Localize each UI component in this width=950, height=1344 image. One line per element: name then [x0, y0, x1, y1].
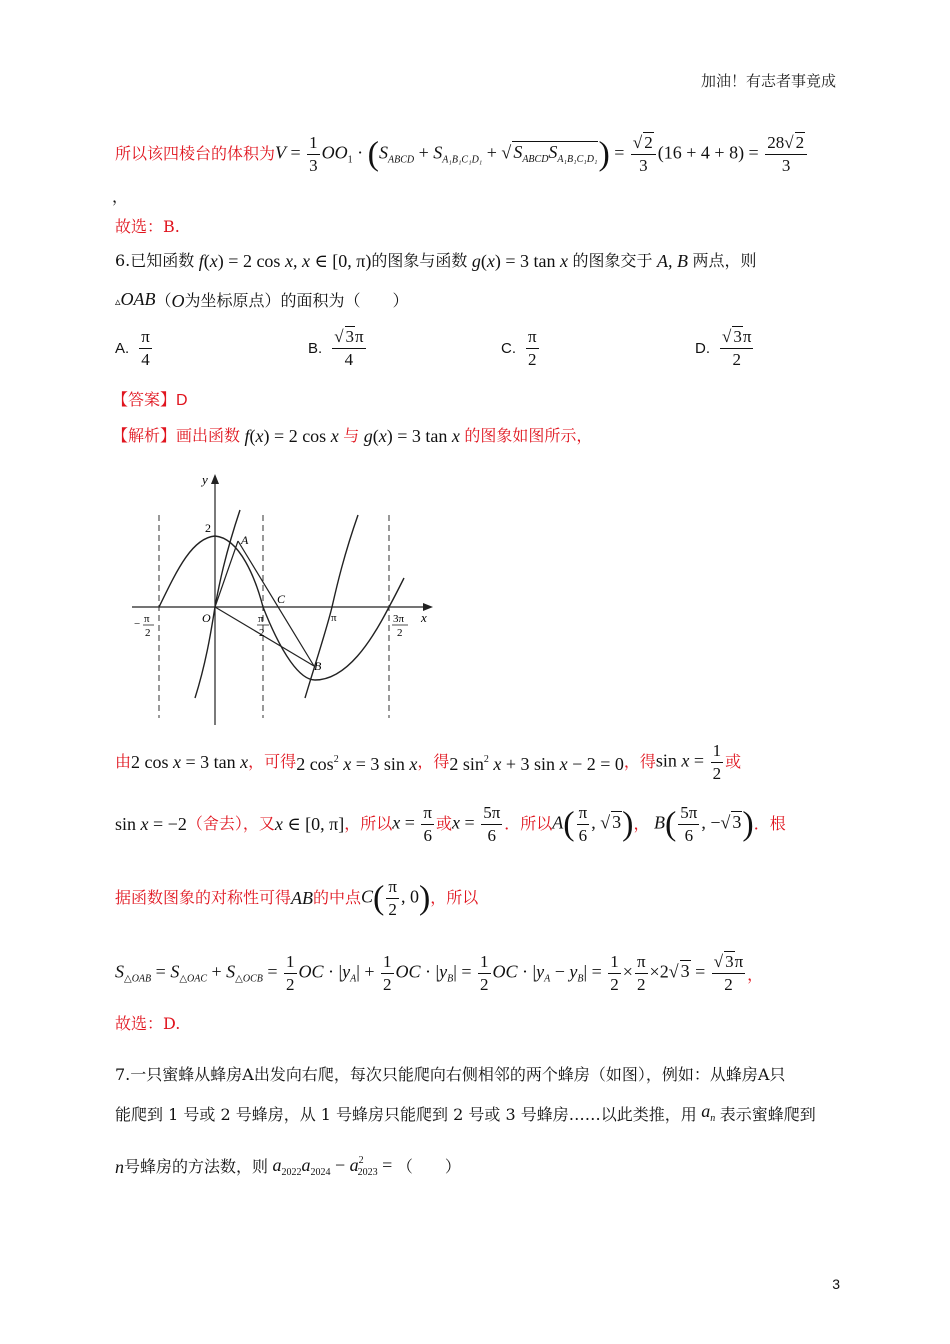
tick-pi: π: [331, 612, 337, 624]
eq-x-range: x ∈ [0, π]: [274, 814, 345, 834]
function-graph: [122, 470, 442, 732]
q6-points-ab: A, B: [652, 251, 693, 271]
point-a-coords: A( $\frac{\pi}{6}$ , √ 3): [552, 802, 634, 845]
q7-a-n: $a_n$: [701, 1101, 716, 1124]
tick-neg-half-pi-den: 2: [145, 627, 151, 639]
option-label: B.: [308, 340, 323, 357]
q6-step1: [115, 740, 741, 784]
step-text: （舍去），又: [186, 814, 275, 833]
q6-step2: [115, 798, 786, 850]
answer-value: D: [176, 392, 188, 409]
q7-line2: [115, 1100, 816, 1130]
area-equation: $S_{\triangle OAB} = S_{\triangle OAC} + S_{\triangle OCB}$ = $\frac{1}{2}$ OC · $|y_A|$ + $\frac{1}{2}$ OC · $|y_B|$ = $\frac{1}{2}$ OC · $|y_A - y_B|$ = $\frac{1}{2}$ × $\frac{\pi}{2}$ ×2√ 3 = $\frac{√ 3\pi}{2}$: [115, 951, 744, 994]
q6-analysis-line: [112, 425, 592, 447]
q5-choice: 故选：B.: [115, 217, 180, 236]
q6-stem-text: 的图象交于: [572, 251, 653, 270]
q7-line3: [115, 1150, 461, 1184]
q6-origin-o: O: [171, 290, 185, 311]
tick-half-pi-den: 2: [259, 627, 265, 639]
eq-quadratic: 2 $\sin^2 x + 3$ sin x − 2 = 0: [449, 754, 624, 774]
eq-x-pi6: x = $\frac{\pi}{6}$: [392, 802, 433, 845]
q7-text: 能爬到 1 号或 2 号蜂房，从 1 号蜂房只能爬到 2 号或 3 号蜂房……以此类推，用: [115, 1105, 697, 1124]
segment-ab-text: AB: [291, 888, 314, 908]
analysis-tag: 【解析】: [112, 426, 177, 445]
q6-stem-text: 的图象与函数: [371, 251, 468, 270]
q7-n: n: [115, 1157, 124, 1177]
q6-stem-text: 已知函数: [130, 251, 195, 270]
analysis-f: f(x) = 2 cos x: [244, 426, 339, 446]
tick-neg-half-pi-num: π: [144, 613, 150, 625]
option-b[interactable]: [308, 326, 368, 371]
eq-sin-half: sin x = $\frac{1}{2}$: [655, 740, 722, 783]
q7-number: 7.: [115, 1065, 131, 1084]
option-label: C.: [501, 340, 516, 357]
segment-oa: [215, 541, 238, 607]
page-number: 3: [832, 1276, 840, 1292]
q6-stem-text: 为坐标原点）的面积为（ ）: [184, 290, 409, 310]
point-c-coords: C( $\frac{\pi}{2}$ , 0): [361, 876, 431, 919]
q7-text: （ ）: [396, 1157, 461, 1176]
volume-comma: ，: [112, 187, 129, 206]
analysis-text: 与: [343, 426, 360, 445]
step-text: ，: [633, 814, 650, 833]
volume-intro: 所以该四棱台的体积为: [115, 144, 276, 163]
label-point-b: B: [314, 659, 322, 673]
option-a[interactable]: [115, 326, 154, 371]
point-b-coords: B( $\frac{5\pi}{6}$ , −√ 3): [653, 802, 754, 845]
option-label: D.: [695, 340, 710, 357]
volume-formula: V = $\frac{1}{3}$ $OO_1 \cdot (S_{ABCD} + S_{A_1B_1C_1D_1}$ + √ $S_{ABCD}S_{A_1B_1C_1D_1}$) = $\frac{√ 2}{3}$ (16 + 4 + 8) = $\frac{28√ 2}{3}$: [275, 132, 809, 177]
q6-area-formula: [115, 945, 763, 1001]
q7-text: 表示蜜蜂爬到: [719, 1105, 816, 1124]
step-text: 的中点: [313, 888, 362, 907]
option-value: $\frac{\pi}{2}$: [528, 327, 537, 369]
q6-stem-text: （: [155, 290, 172, 310]
y-axis-arrow: [211, 474, 219, 484]
q6-g-def: g(x) = 3 tan x: [471, 251, 568, 271]
step-text: ，可得: [248, 752, 297, 771]
analysis-g: g(x) = 3 tan x: [363, 426, 460, 446]
tick-three-half-pi-num: 3π: [393, 613, 405, 625]
label-origin: O: [202, 611, 211, 625]
page-header-motto: 加油！有志者事竟成: [700, 72, 836, 90]
option-value: $\frac{√ 3\pi}{4}$: [334, 327, 364, 369]
eq-x-5pi6: x = $\frac{5\pi}{6}$: [452, 802, 501, 845]
eq-cos-tan: 2 cos x = 3 tan x: [131, 752, 249, 772]
analysis-text: 的图象如图所示，: [464, 426, 593, 445]
tick-half-pi-num: π: [258, 613, 264, 625]
q7-text: 一只蜜蜂从蜂房A出发向右爬，每次只能爬向右侧相邻的两个蜂房（如图），例如：从蜂房A只: [130, 1065, 786, 1084]
analysis-text: 画出函数: [176, 426, 241, 445]
eq-cos2: 2 $\cos^2 x = 3$ sin x: [296, 754, 418, 774]
option-value: $\frac{\pi}{4}$: [141, 327, 150, 369]
step-text: ，得: [417, 752, 450, 771]
label-x: x: [421, 610, 427, 625]
tick-minus-sign: −: [134, 618, 141, 630]
label-point-a: A: [241, 533, 249, 547]
q6-step3: [115, 872, 478, 924]
cos-curve: [159, 536, 404, 680]
tan-curve-left: [195, 510, 240, 698]
step-text: 或: [436, 814, 453, 833]
q6-stem-line1: [115, 250, 757, 272]
area-comma: ，: [747, 964, 764, 984]
q7-expression: $a_{2022}a_{2024} - a^2_{2023}$ =: [272, 1155, 397, 1178]
q6-triangle-oab: ▵OAB: [115, 289, 156, 309]
step-text: ．所以: [504, 814, 553, 833]
volume-line: [115, 128, 809, 180]
step-text: 或: [725, 752, 742, 771]
q6-number: 6.: [115, 251, 131, 270]
eq-sin-neg2: sin x = −2: [115, 814, 187, 834]
segment-ob: [215, 607, 314, 666]
answer-tag: 【答案】: [112, 392, 177, 409]
q6-choice: 故选：D.: [115, 1014, 181, 1033]
q6-f-def: f(x) = 2 cos x, x ∈ [0, π): [198, 251, 372, 271]
q6-stem-line2: [115, 288, 409, 313]
step-text: 由: [115, 752, 132, 771]
q7-text: 号蜂房的方法数，则: [124, 1157, 269, 1176]
option-value: $\frac{√ 3\pi}{2}$: [722, 327, 752, 369]
step-text: 据函数图象的对称性可得: [115, 888, 292, 907]
step-text: ．根: [753, 814, 786, 833]
label-y: y: [202, 472, 208, 487]
step-text: ，所以: [344, 814, 393, 833]
q6-answer: [112, 390, 188, 412]
step-text: ，所以: [430, 888, 479, 907]
option-c[interactable]: [501, 326, 541, 371]
q6-stem-text: 两点，则: [692, 251, 757, 270]
q7-line1: [115, 1064, 785, 1086]
option-d[interactable]: [695, 326, 755, 371]
segment-ab: [238, 541, 314, 666]
label-two: 2: [205, 521, 211, 535]
tick-three-half-pi-den: 2: [397, 627, 403, 639]
option-label: A.: [115, 340, 130, 357]
step-text: ，得: [623, 752, 656, 771]
label-point-c: C: [277, 592, 286, 606]
